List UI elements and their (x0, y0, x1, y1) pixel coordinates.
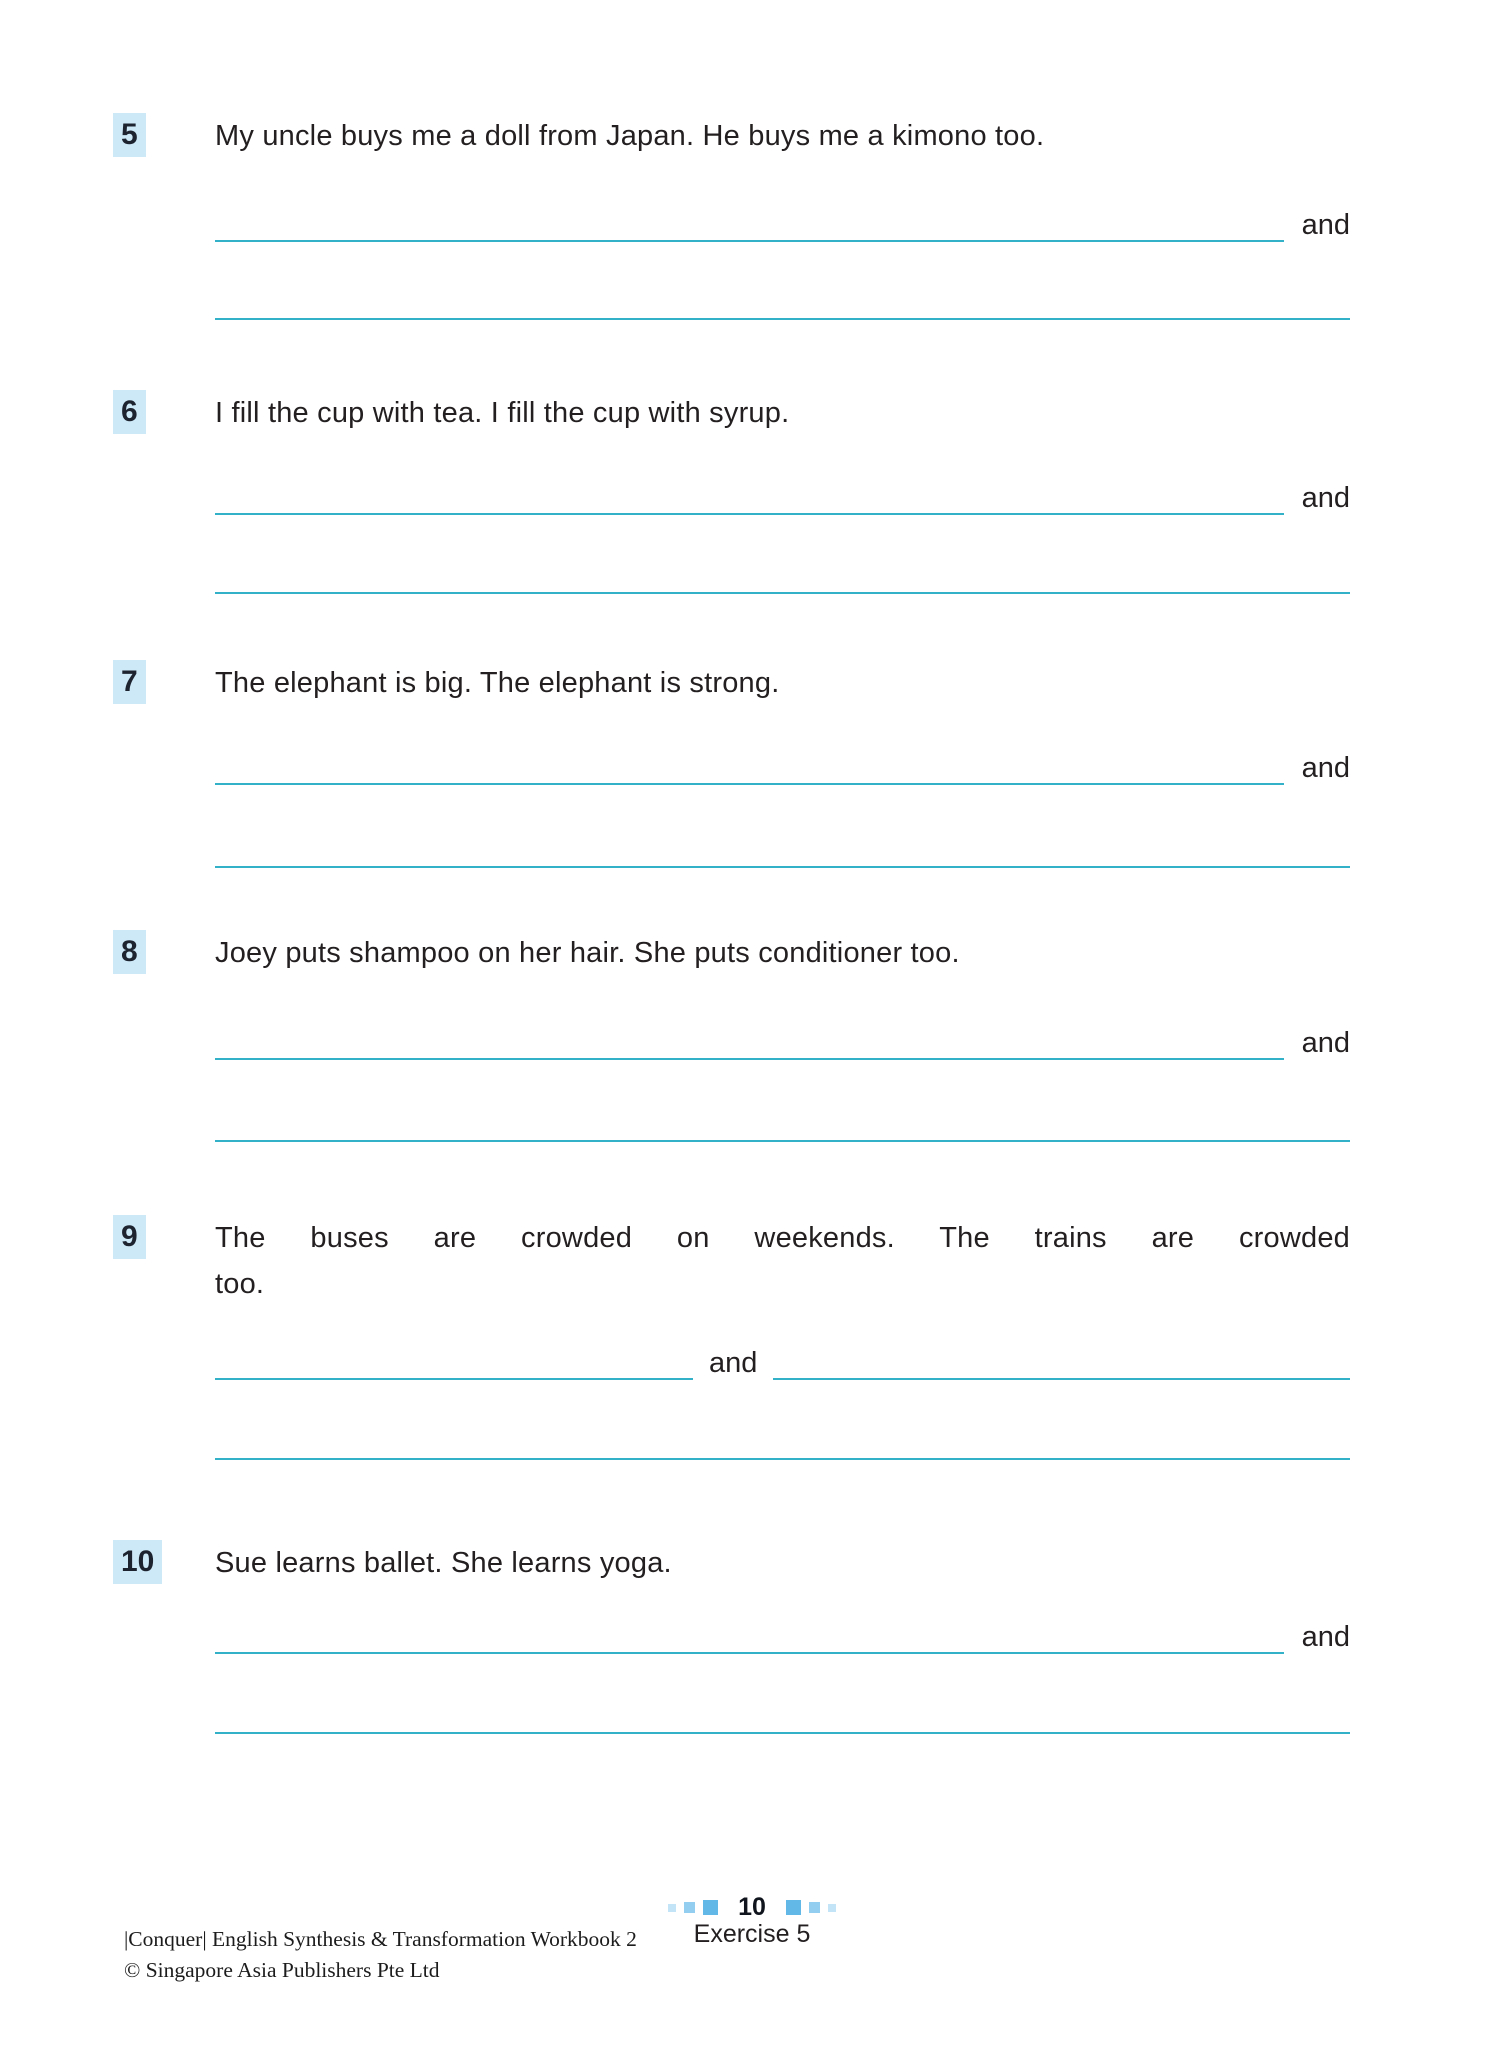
page-decoration-square (786, 1900, 801, 1915)
publisher-imprint (124, 1924, 637, 1986)
copyright-line: © Singapore Asia Publishers Pte Ltd (124, 1958, 440, 1982)
page-decoration-square (668, 1904, 676, 1912)
question-number-badge: 5 (113, 113, 146, 157)
answer-line[interactable] (215, 866, 1350, 868)
conjunction-word: and (1301, 482, 1350, 514)
question-text-line: I fill the cup with tea. I fill the cup with syrup. (215, 397, 790, 429)
page-decoration-square (684, 1902, 695, 1913)
question-text-line: The buses are crowded on weekends. The trains are crowded (215, 1222, 1350, 1254)
book-title: |Conquer| English Synthesis & Transformation Workbook 2 (124, 1927, 637, 1951)
answer-line[interactable] (215, 1058, 1284, 1060)
answer-line[interactable] (215, 318, 1350, 320)
question-text (215, 1540, 1350, 1586)
conjunction-word: and (709, 1347, 758, 1379)
question-text-line: Joey puts shampoo on her hair. She puts conditioner too. (215, 937, 960, 969)
answer-line[interactable] (215, 1378, 693, 1380)
question-text (215, 390, 1350, 436)
answer-row (215, 471, 1350, 515)
answer-line[interactable] (215, 1458, 1350, 1460)
page-decoration-square (828, 1904, 836, 1912)
exercise-label: Exercise 5 (693, 1920, 811, 1948)
conjunction-word: and (1301, 1621, 1350, 1653)
question-number-badge: 9 (113, 1215, 146, 1259)
question-number-badge: 10 (113, 1540, 162, 1584)
answer-line[interactable] (215, 240, 1284, 242)
question-number-badge: 6 (113, 390, 146, 434)
answer-row (215, 1336, 1350, 1380)
question-text (215, 660, 1350, 706)
page-number-block (0, 1893, 1504, 1922)
conjunction-word: and (1301, 209, 1350, 241)
answer-line[interactable] (215, 1652, 1284, 1654)
answer-line[interactable] (215, 513, 1284, 515)
question-number-badge: 8 (113, 930, 146, 974)
conjunction-word: and (1301, 1027, 1350, 1059)
question-number-badge: 7 (113, 660, 146, 704)
question-text (215, 113, 1350, 159)
page-decoration-square (809, 1902, 820, 1913)
answer-line[interactable] (215, 592, 1350, 594)
conjunction-word: and (1301, 752, 1350, 784)
answer-row (215, 1610, 1350, 1654)
question-text-line: too. (215, 1268, 265, 1300)
answer-row (215, 1016, 1350, 1060)
answer-line[interactable] (215, 1140, 1350, 1142)
page-decoration-square (703, 1900, 718, 1915)
answer-line[interactable] (215, 1732, 1350, 1734)
question-text (215, 1215, 1350, 1307)
answer-row (215, 741, 1350, 785)
question-text-line: My uncle buys me a doll from Japan. He buys me a kimono too. (215, 120, 1045, 152)
question-text (215, 930, 1350, 976)
page-number: 10 (738, 1893, 766, 1921)
question-text-line: Sue learns ballet. She learns yoga. (215, 1547, 672, 1579)
answer-line[interactable] (215, 783, 1284, 785)
question-text-line: The elephant is big. The elephant is strong. (215, 667, 780, 699)
answer-line[interactable] (773, 1378, 1350, 1380)
answer-row (215, 198, 1350, 242)
